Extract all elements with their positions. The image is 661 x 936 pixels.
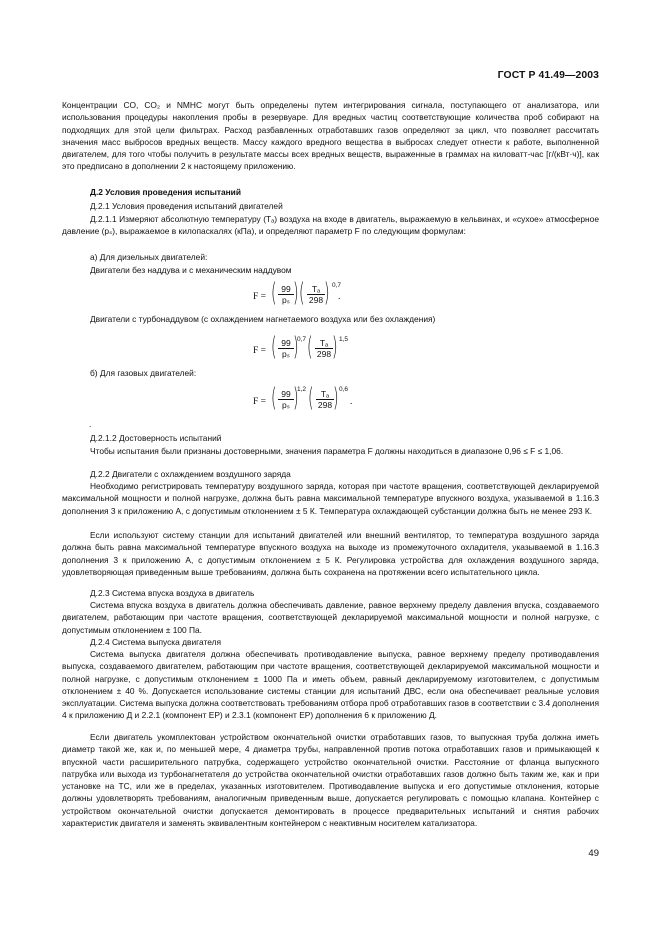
paragraph-d23: Система впуска воздуха в двигатель должна обеспечивать давление, равное верхнему пределу давления впуска, создаваемого двигателем, работающим при частоте вращения, соответствующей декларируемой максимальной мощности и полной нагрузке, с допустимым отклонением ± 100 Па. bbox=[62, 600, 599, 635]
paragraph-d22-1: Необходимо регистрировать температуру воздушного заряда, которая при частоте вращения, соответствующей декларируемой максимальной мощности и полной нагрузке, должна быть равна максимальной температуре впускного воздуха, указываемой в 1.16.3 дополнения 3 к приложению А, с допустимым отклонением ± 5 К. Температура охлаждающей субстанции должна быть не менее 293 К. bbox=[62, 481, 599, 516]
subsection-d21: Д.2.1 Условия проведения испытаний двигателей bbox=[90, 201, 283, 211]
intro-paragraph: Концентрации CO, CO₂ и NMHC могут быть определены путем интегрирования сигнала, поступающего от анализатора, или использования процедуры накопления пробы в резервуаре. Для вредных частиц соответствующие количества проб собирают на подходящих для этой цели фильтрах. Расход разбавленных отработавших газов определяют за цикл, что позволяет рассчитать значения масс выбросов вредных веществ. Массу каждого вредного вещества в выбросах следует отнести к работе, выполненной двигателем, для того чтобы получить в результате массы всех вредных веществ, выраженные в граммах на киловатт-час [г/(кВт·ч)], как это предписано в дополнении 2 к настоящему приложению. bbox=[62, 100, 599, 172]
subsection-d22: Д.2.2 Двигатели с охлаждением воздушного заряда bbox=[90, 469, 291, 479]
paragraph-d24-1: Система выпуска двигателя должна обеспечивать противодавление выпуска, равное верхнему пределу противодавления выпуска, создаваемого двигателем, работающим при частоте вращения, соответствующей декларируемой максимальной мощности и полной нагрузке, с допустимым отклонением ± 1000 Па и иметь объем, равный декларируемому изготовителем, с допустимым отклонением ± 40 %. Допускается использование системы станции для испытаний ДВС, если она обеспечивает реальные условия эксплуатации. Система выпуска должна соответствовать требованиям отбора проб отработавших газов в соответствии с 3.4 дополнения 4 к приложению Д и 2.2.1 (компонент EP) и 2.3.1 (компонент EP) дополнения 6 к приложению Д. bbox=[62, 649, 599, 721]
subsection-d212: Д.2.1.2 Достоверность испытаний bbox=[90, 433, 222, 443]
paragraph-d212: Чтобы испытания были признаны достоверными, значения параметра F должны находиться в диапазоне 0,96 ≤ F ≤ 1,06. bbox=[90, 446, 564, 456]
document-header: ГОСТ Р 41.49—2003 bbox=[497, 70, 599, 81]
diesel-heading: а) Для дизельных двигателей: bbox=[90, 252, 208, 262]
stray-dot: . bbox=[89, 419, 92, 429]
paragraph-d211: Д.2.1.1 Измеряют абсолютную температуру (Tₐ) воздуха на входе в двигатель, выражаемую в кельвинах, и «сухое» атмосферное давление (pₛ), выражаемое в килопаскалях (кПа), и определяют параметр F по следующим формулам: bbox=[62, 214, 599, 237]
diesel-turbo-label: Двигатели с турбонаддувом (с охлаждением нагнетаемого воздуха или без охлаждения) bbox=[90, 314, 436, 324]
document-page: ГОСТ Р 41.49—2003 Концентрации CO, CO₂ и NMHC могут быть определены путем интегрирования сигнала, поступающего от анализатора, или использования процедуры накопления пробы в резервуаре. Для вредных частиц соответствующие количества проб собирают на подходящих для этой цели фильтрах. Расход разбавленных отработавших газов определяют за цикл, что позволяет рассчитать значения масс выбросов вредных веществ. Массу каждого вредного вещества в выбросах следует отнести к работе, выполненной двигателем, для того чтобы получить в результате массы всех вредных веществ, выраженные в граммах на киловатт-час [г/(кВт·ч)], как это предписано в дополнении 2 к настоящему приложению. Д.2 Условия проведения испытаний Д.2.1 Условия проведения испытаний двигателей Д.2.1.1 Измеряют абсолютную температуру (Tₐ) воздуха на входе в двигатель, выражаемую в кельвинах, и «сухое» атмосферное давление (pₛ), выражаемое в килопаскалях (кПа), и определяют параметр F по следующим формулам: а) Для дизельных двигателей: Двигатели без наддува и с механическим наддувом F = ( $\frac{99}{\text{pₛ}}$ ) ( $\frac{\text{Tₐ}}{298}$ ) 0,7 . Двигатели с турбонаддувом (с охлаждением нагнетаемого воздуха или без охлаждения) F = ( $\frac{99}{\text{pₛ}}$ ) 0,7 ( $\frac{\text{Tₐ}}{298}$ ) 1,5 б) Для газовых двигателей: F = ( $\frac{99}{\text{pₛ}}$ ) 1,2 ( $\frac{\text{Tₐ}}{298}$ ) 0,6 . . Д.2.1.2 Достоверность испытаний Чтобы испытания были признаны достоверными, значения параметра F должны находиться в диапазоне 0,96 ≤ F ≤ 1,06. Д.2.2 Двигатели с охлаждением воздушного заряда Необходимо регистрировать температуру воздушного заряда, которая при частоте вращения, соответствующей декларируемой максимальной мощности и полной нагрузке, должна быть равна максимальной температуре впускного воздуха, указываемой в 1.16.3 дополнения 3 к приложению А, с допустимым отклонением ± 5 К. Температура охлаждающей субстанции должна быть не менее 293 К. Если используют систему станции для испытаний двигателей или внешний вентилятор, то температура воздушного заряда должна быть равна максимальной температуре впускного воздуха на выходе из промежуточного охладителя, указываемой в 1.16.3 дополнения 3 к приложению А, с допустимым отклонением ± 5 К. Регулировка устройства для охлаждения воздушного заряда, удовлетворяющая приведенным выше требованиям, должна быть сохранена на протяжении всего испытательного цикла. Д.2.3 Система впуска воздуха в двигатель Система впуска воздуха в двигатель должна обеспечивать давление, равное верхнему пределу давления впуска, создаваемого двигателем, работающим при частоте вращения, соответствующей декларируемой максимальной мощности и полной нагрузке, с допустимым отклонением ± 100 Па. Д.2.4 Система выпуска двигателя Система выпуска двигателя должна обеспечивать противодавление выпуска, равное верхнему пределу противодавления выпуска, создаваемого двигателем, работающим при частоте вращения, соответствующей декларируемой максимальной мощности и полной нагрузке, с допустимым отклонением ± 1000 Па и иметь объем, равный декларируемому изготовителем, с допустимым отклонением ± 40 %. Допускается использование системы станции для испытаний ДВС, если она обеспечивает реальные условия эксплуатации. Система выпуска должна соответствовать требованиям отбора проб отработавших газов в соответствии с 3.4 дополнения 4 к приложению Д и 2.2.1 (компонент EP) и 2.3.1 (компонент EP) дополнения 6 к приложению Д. Если двигатель укомплектован устройством окончательной очистки отработавших газов, то выпускная труба должна иметь диаметр такой же, как и, по меньшей мере, 4 диаметра трубы, направленной против потока отработавших газов и примыкающей к впускной части расширительного патрубка, содержащего устройство окончательной очистки. Расстояние от фланца выпускного патрубка или выхода из турбонагнетателя до устройства окончательной очистки отработавших газов должно быть таким же, как и при установке на ТС, или же в пределах, указанных изготовителем. Противодавление выпуска и его допустимые отклонения, которые должны удовлетворять требованиям, аналогичным приведенным выше, допускается регулировать с помощью клапана. Контейнер с устройством окончательной очистки допускается демонтировать в процессе предварительных испытаний и снятия рабочих характеристик двигателя и заменять эквивалентным контейнером с неактивным носителем катализатора. 49 bbox=[62, 70, 599, 859]
paragraph-d24-2: Если двигатель укомплектован устройством окончательной очистки отработавших газов, то выпускная труба должна иметь диаметр такой же, как и, по меньшей мере, 4 диаметра трубы, направленной против потока отработавших газов и примыкающей к впускной части расширительного патрубка, содержащего устройство окончательной очистки. Расстояние от фланца выпускного патрубка или выхода из турбонагнетателя до устройства окончательной очистки отработавших газов должно быть таким же, как и при установке на ТС, или же в пределах, указанных изготовителем. Противодавление выпуска и его допустимые отклонения, которые должны удовлетворять требованиям, аналогичным приведенным выше, допускается регулировать с помощью клапана. Контейнер с устройством окончательной очистки допускается демонтировать в процессе предварительных испытаний и снятия рабочих характеристик двигателя и заменять эквивалентным контейнером с неактивным носителем катализатора. bbox=[62, 732, 599, 829]
gas-heading: б) Для газовых двигателей: bbox=[90, 368, 197, 378]
diesel-na-label: Двигатели без наддува и с механическим наддувом bbox=[90, 265, 292, 275]
subsection-d24: Д.2.4 Система выпуска двигателя bbox=[90, 637, 222, 647]
section-heading-d2: Д.2 Условия проведения испытаний bbox=[90, 187, 241, 197]
paragraph-d22-2: Если используют систему станции для испытаний двигателей или внешний вентилятор, то температура воздушного заряда должна быть равна максимальной температуре впускного воздуха на выходе из промежуточного охладителя, указываемой в 1.16.3 дополнения 3 к приложению А, с допустимым отклонением ± 5 К. Регулировка устройства для охлаждения воздушного заряда, удовлетворяющая приведенным выше требованиям, должна быть сохранена на протяжении всего испытательного цикла. bbox=[62, 530, 599, 577]
subsection-d23: Д.2.3 Система впуска воздуха в двигатель bbox=[90, 588, 255, 598]
page-number: 49 bbox=[588, 848, 599, 859]
